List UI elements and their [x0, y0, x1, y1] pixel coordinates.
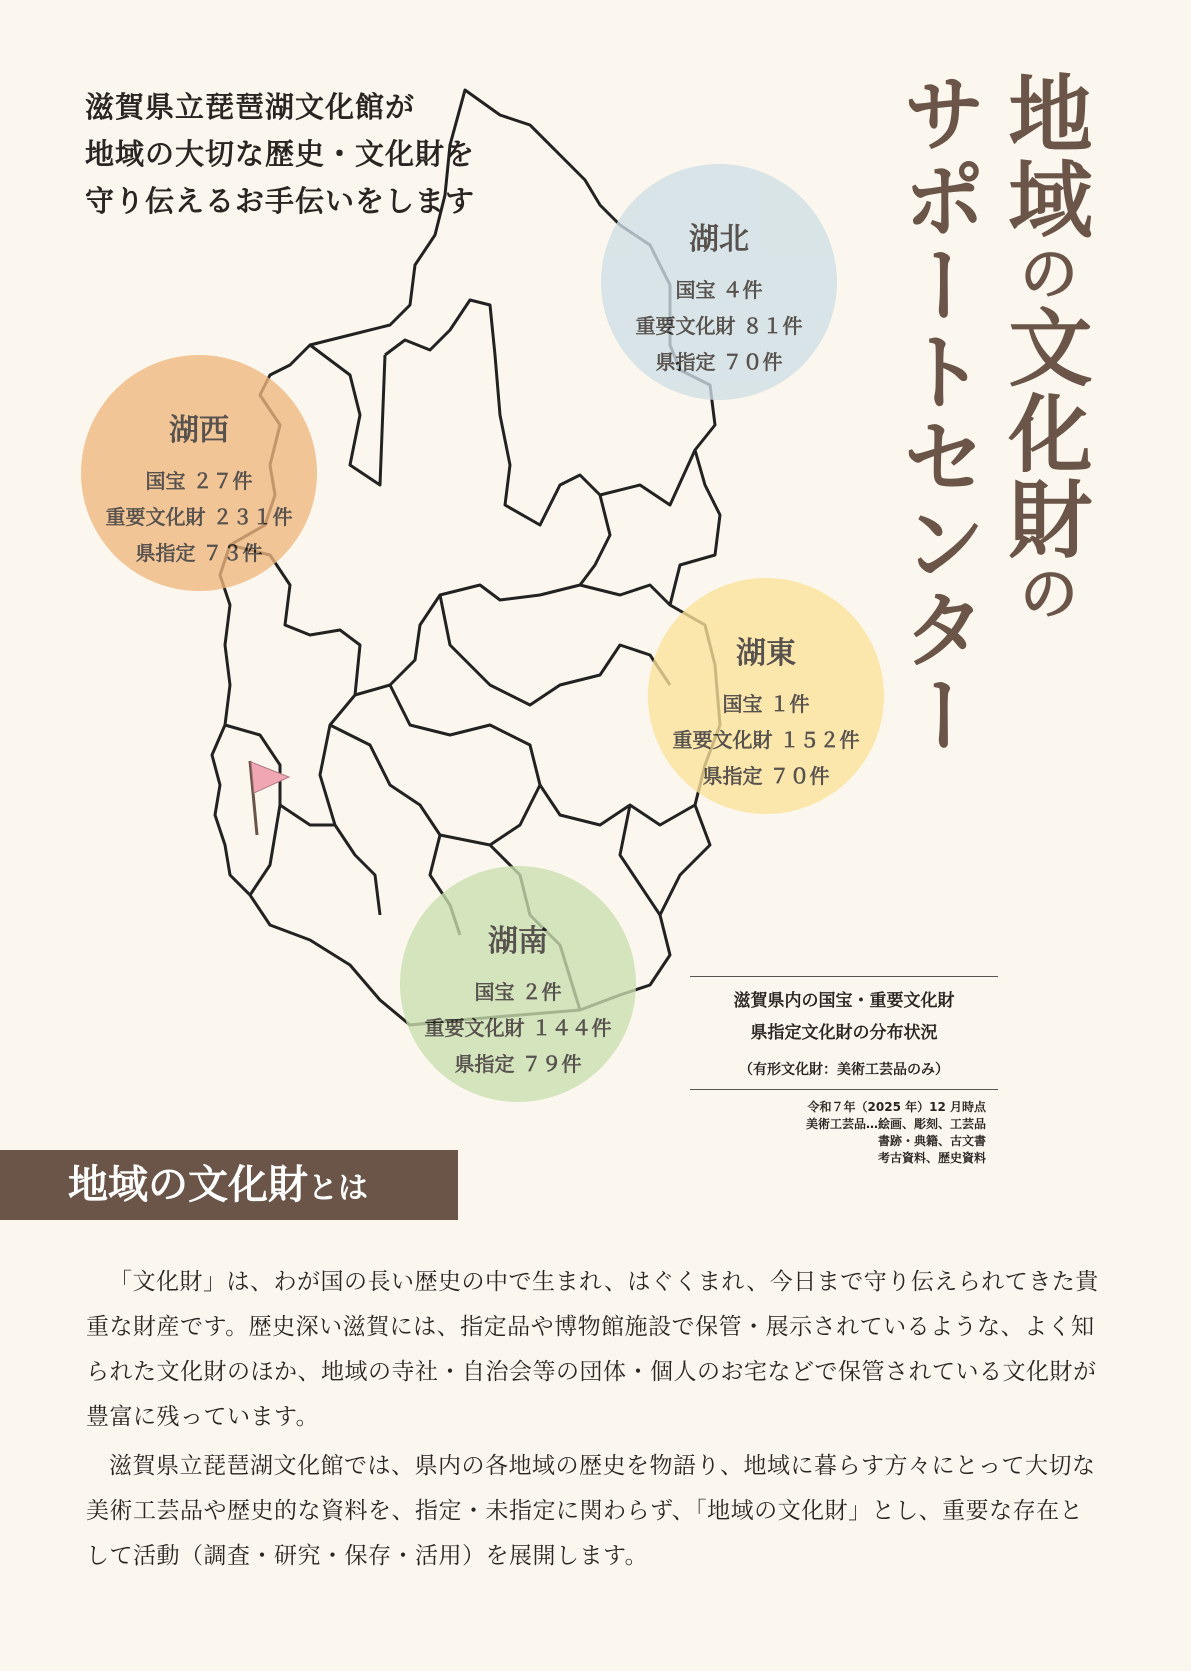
region-kokuho: 国宝 ４件 — [675, 278, 763, 302]
title-bunkazai: 文化財 — [995, 304, 1093, 562]
legend-line-2: 県指定文化財の分布状況 — [750, 1023, 938, 1043]
map-region-line-13 — [600, 450, 695, 505]
map-lake-line — [320, 300, 610, 915]
title-chiiki: 地域 — [995, 70, 1093, 242]
note-date: 令和７年（2025 年）12 月時点 — [807, 1100, 986, 1114]
region-ken: 県指定 ７０件 — [702, 764, 830, 788]
legend-line-3: （有形文化財：美術工芸品のみ） — [739, 1062, 949, 1078]
page-title-col-2: サポートセンター — [889, 70, 987, 758]
legend-notes — [690, 1099, 986, 1167]
legend-top-rule — [690, 976, 998, 977]
intro-line-3: 守り伝えるお手伝いをします — [85, 184, 476, 218]
region-name: 湖西 — [169, 413, 229, 448]
region-kokuho: 国宝 ２７件 — [145, 469, 253, 493]
region-circle-kosei — [81, 355, 317, 591]
map-region-line-9 — [490, 785, 540, 845]
body-text — [86, 1260, 1102, 1579]
body-paragraph-1: 「文化財」は、わが国の長い歴史の中で生まれ、はぐくまれ、今日まで守り伝えられてきた貴重な財産です。歴史深い滋賀には、指定品や博物館施設で保管・展示されているような、よく知られた文化財のほか、地域の寺社・自治会等の団体・個人のお宅などで保管されている文化財が豊富に残っています。 — [86, 1269, 1099, 1430]
region-name: 湖東 — [736, 636, 796, 671]
note-def-1: 美術工芸品…絵画、彫刻、工芸品 — [805, 1117, 986, 1131]
note-def-2: 書跡・典籍、古文書 — [877, 1134, 986, 1148]
region-kokuho: 国宝 ２件 — [474, 980, 562, 1004]
map-region-line-12 — [310, 345, 385, 485]
note-def-3: 考古資料、歴史資料 — [877, 1151, 986, 1165]
map-region-line-2 — [580, 585, 670, 605]
title-no-1: の — [1009, 242, 1079, 304]
section-heading-main: 地域の文化財 — [68, 1162, 308, 1208]
region-circle-kohoku — [601, 164, 837, 400]
intro-line-1: 滋賀県立琵琶湖文化館が — [85, 90, 416, 124]
region-circle-koto — [648, 578, 884, 814]
title-no-2: の — [1009, 562, 1079, 624]
intro-line-2: 地域の大切な歴史・文化財を — [85, 137, 476, 171]
region-juyo: 重要文化財 １４４件 — [424, 1016, 612, 1040]
region-kokuho: 国宝 １件 — [722, 692, 810, 716]
region-juyo: 重要文化財 １５２件 — [672, 728, 860, 752]
region-juyo: 重要文化財 ２３１件 — [105, 505, 293, 529]
region-ken: 県指定 ７９件 — [454, 1052, 582, 1076]
flag-icon — [245, 757, 295, 837]
section-heading-suffix: とは — [308, 1171, 368, 1206]
region-circle-konan — [400, 866, 636, 1102]
region-ken: 県指定 ７０件 — [655, 350, 783, 374]
page-title-col-1 — [995, 70, 1093, 624]
legend-line-1: 滋賀県内の国宝・重要文化財 — [733, 991, 955, 1011]
section-heading — [0, 1150, 458, 1220]
region-ken: 県指定 ７３件 — [135, 541, 263, 565]
region-name: 湖北 — [689, 222, 749, 257]
legend-bottom-rule — [690, 1089, 998, 1090]
region-name: 湖南 — [488, 924, 548, 959]
body-paragraph-2: 滋賀県立琵琶湖文化館では、県内の各地域の歴史を物語り、地域に暮らす方々にとって大切な美術工芸品や歴史的な資料を、指定・未指定に関わらず、「地域の文化財」とし、重要な存在として活動（調査・研究・保存・活用）を展開します。 — [86, 1453, 1096, 1569]
map-region-line-3 — [440, 595, 670, 705]
region-juyo: 重要文化財 ８１件 — [635, 314, 803, 338]
legend — [690, 976, 998, 1090]
